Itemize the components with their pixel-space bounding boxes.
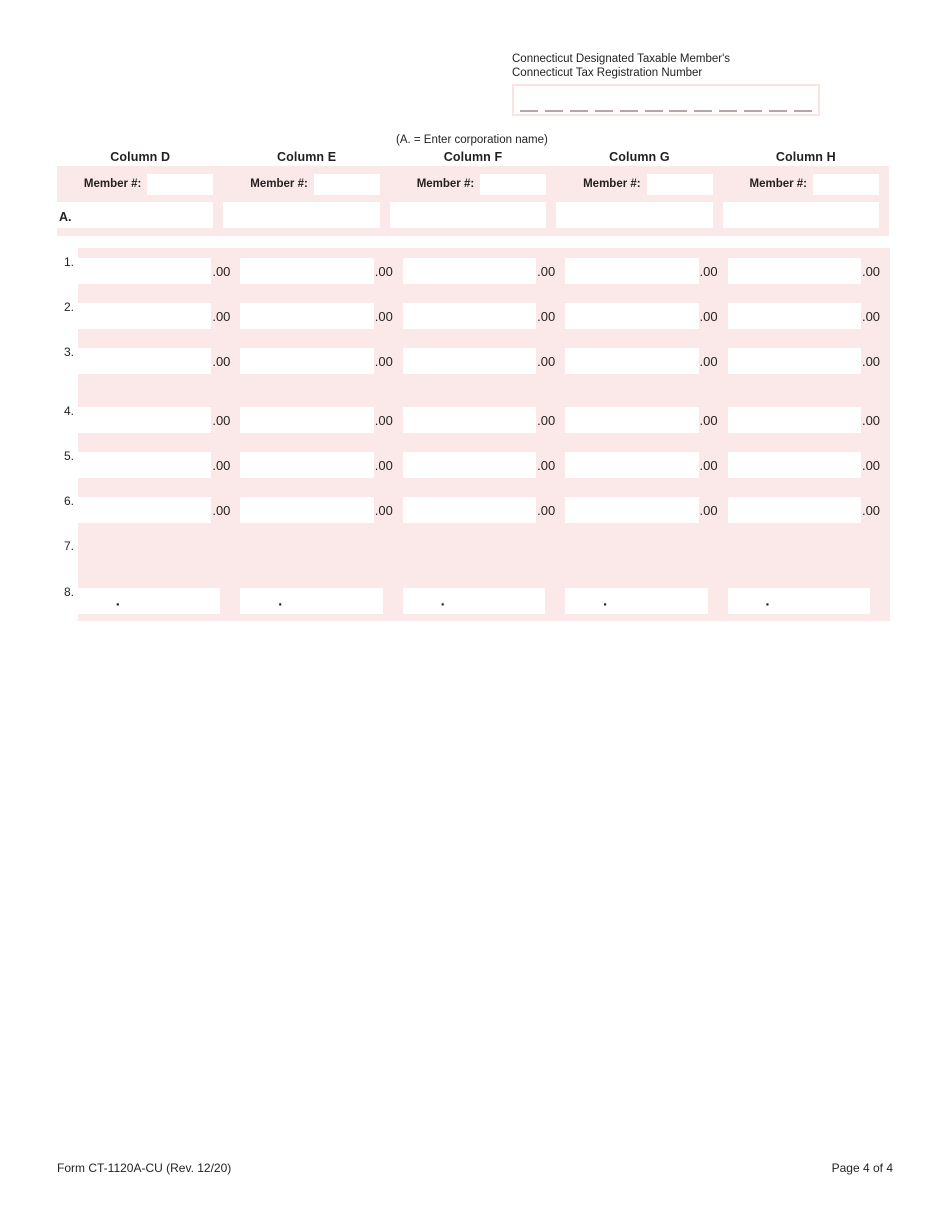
amount-cell-6-d [78,497,240,523]
registration-digit-dash [669,110,687,112]
member-number-row [57,166,889,202]
amount-input-2-e[interactable] [240,303,373,329]
amount-cell-2-g [565,303,727,329]
amount-input-4-e[interactable] [240,407,373,433]
row-number-2: 2. [63,300,74,314]
corporation-name-input-f[interactable] [390,202,546,228]
amount-cell-3-e [240,348,402,374]
amount-cell-1-d [78,258,240,284]
amounts-table [78,248,890,621]
member-number-label: Member #: [83,178,142,190]
amount-input-4-f[interactable] [403,407,536,433]
decimal-cell-8-e [240,588,402,614]
amount-input-1-f[interactable] [403,258,536,284]
amount-cell-6-e [240,497,402,523]
amount-cell-2-h [728,303,890,329]
member-number-cell-h [723,174,889,195]
row-number-8: 8. [63,585,74,599]
registration-number-input[interactable] [512,84,820,116]
amount-cell-2-f [403,303,565,329]
column-title-g: Column G [609,150,670,164]
registration-digit-dash [620,110,638,112]
amount-cell-1-h [728,258,890,284]
amount-row-1 [78,258,890,284]
corporation-name-cell-f [390,202,556,228]
amount-input-2-f[interactable] [403,303,536,329]
decimal-cell-8-h [728,588,890,614]
amount-input-6-h[interactable] [728,497,861,523]
registration-digit-dash [570,110,588,112]
amount-cell-3-h [728,348,890,374]
member-number-cell-e [223,174,389,195]
decimal-point-mark: . [765,592,770,610]
decimal-input-8-e[interactable] [240,588,382,614]
decimal-cell-8-f [403,588,565,614]
row-number-6: 6. [63,494,74,508]
amount-input-6-g[interactable] [565,497,698,523]
amount-input-3-f[interactable] [403,348,536,374]
registration-number-block [512,53,842,116]
amount-cell-6-f [403,497,565,523]
amount-row-5 [78,452,890,478]
column-title-d: Column D [110,150,171,164]
amount-cell-2-e [240,303,402,329]
member-number-cell-f [390,174,556,195]
row-marker-a: A. [59,210,72,224]
amount-cents-suffix: .00 [212,412,231,428]
amount-cell-5-d [78,452,240,478]
amount-cell-5-f [403,452,565,478]
decimal-point-mark: . [115,592,120,610]
amount-cents-suffix: .00 [537,502,556,518]
row-number-7: 7. [63,539,74,553]
amount-cents-suffix: .00 [861,412,881,428]
registration-digit-dash [719,110,737,112]
amount-input-4-h[interactable] [728,407,861,433]
member-number-label: Member #: [416,178,475,190]
amount-input-4-d[interactable] [78,407,211,433]
amount-cents-suffix: .00 [861,353,881,369]
amount-row-3 [78,348,890,374]
amount-cents-suffix: .00 [212,308,231,324]
amount-input-6-e[interactable] [240,497,373,523]
registration-number-label [512,53,842,80]
row-number-4: 4. [63,404,74,418]
registration-digit-dash [545,110,563,112]
registration-digit-dash [794,110,812,112]
corporation-name-cell-d [57,202,223,228]
amount-cell-1-e [240,258,402,284]
corporation-name-cell-g [556,202,722,228]
amount-cents-suffix: .00 [537,353,556,369]
corporation-name-input-g[interactable] [556,202,712,228]
registration-digit-dash [769,110,787,112]
amount-cents-suffix: .00 [861,308,881,324]
amount-input-5-d[interactable] [78,452,211,478]
decimal-cell-8-d [78,588,240,614]
member-number-input-d[interactable] [147,174,213,195]
member-number-input-h[interactable] [813,174,879,195]
corporation-name-cell-h [723,202,889,228]
amount-input-3-h[interactable] [728,348,861,374]
amount-input-2-h[interactable] [728,303,861,329]
member-number-cell-d [57,174,223,195]
amount-cents-suffix: .00 [537,263,556,279]
amount-row-6 [78,497,890,523]
amount-cents-suffix: .00 [699,353,718,369]
corporation-name-input-d[interactable] [57,202,213,228]
amount-cell-5-e [240,452,402,478]
column-title-h: Column H [775,150,836,164]
amount-input-1-h[interactable] [728,258,861,284]
amount-cell-2-d [78,303,240,329]
row-number-5: 5. [63,449,74,463]
amount-cents-suffix: .00 [212,263,231,279]
registration-number-label-line1: Connecticut Designated Taxable Member's [512,53,731,65]
amount-cell-4-e [240,407,402,433]
amount-input-3-g[interactable] [565,348,698,374]
registration-digit-dash [520,110,538,112]
amount-cell-3-g [565,348,727,374]
registration-number-label-line2: Connecticut Tax Registration Number [512,66,703,79]
amount-cell-4-f [403,407,565,433]
corporation-name-row [57,202,889,236]
amount-input-2-g[interactable] [565,303,698,329]
amount-cents-suffix: .00 [699,457,718,473]
amount-input-6-f[interactable] [403,497,536,523]
column-title-f: Column F [443,150,503,164]
amount-cents-suffix: .00 [861,457,881,473]
amount-cents-suffix: .00 [374,353,393,369]
amount-cents-suffix: .00 [374,263,393,279]
amount-cents-suffix: .00 [861,263,881,279]
amount-cents-suffix: .00 [537,412,556,428]
amount-cell-4-h [728,407,890,433]
decimal-point-mark: . [278,592,283,610]
decimal-input-8-d[interactable] [78,588,220,614]
amount-cell-3-d [78,348,240,374]
row-number-3: 3. [63,345,74,359]
decimal-cell-8-g [565,588,727,614]
amount-cents-suffix: .00 [699,263,718,279]
amount-input-1-g[interactable] [565,258,698,284]
member-number-label: Member #: [583,178,641,190]
amount-cell-1-f [403,258,565,284]
amount-input-3-e[interactable] [240,348,373,374]
amount-cell-1-g [565,258,727,284]
amount-cents-suffix: .00 [537,457,556,473]
member-header-table [57,166,889,236]
amount-cents-suffix: .00 [374,412,393,428]
amount-input-1-d[interactable] [78,258,211,284]
amount-cents-suffix: .00 [374,457,393,473]
decimal-input-8-f[interactable] [403,588,545,614]
amount-input-1-e[interactable] [240,258,373,284]
member-number-label: Member #: [250,178,308,190]
amount-input-5-h[interactable] [728,452,861,478]
member-number-label: Member #: [749,178,808,190]
decimal-input-8-h[interactable] [728,588,870,614]
amount-input-5-e[interactable] [240,452,373,478]
amount-cents-suffix: .00 [374,308,393,324]
amount-input-6-d[interactable] [78,497,211,523]
amount-row-8 [78,588,890,614]
column-title-e: Column E [277,150,337,164]
amount-cents-suffix: .00 [861,502,881,518]
member-number-cell-g [556,174,722,195]
decimal-input-8-g[interactable] [565,588,707,614]
amount-cell-6-g [565,497,727,523]
amount-cents-suffix: .00 [374,502,393,518]
corporation-name-note: (A. = Enter corporation name) [396,134,548,146]
amount-cell-4-d [78,407,240,433]
member-number-input-e[interactable] [314,174,380,195]
amount-cents-suffix: .00 [699,502,718,518]
amount-input-2-d[interactable] [78,303,211,329]
row-number-1: 1. [63,255,74,269]
amount-cell-4-g [565,407,727,433]
registration-digit-dash [645,110,663,112]
corporation-name-input-h[interactable] [723,202,879,228]
footer-page-number: Page 4 of 4 [831,1161,893,1175]
amount-cents-suffix: .00 [699,412,718,428]
column-titles-row [57,150,889,164]
amount-cell-5-g [565,452,727,478]
amount-cents-suffix: .00 [699,308,718,324]
corporation-name-input-e[interactable] [223,202,379,228]
corporation-name-cell-e [223,202,389,228]
amount-cents-suffix: .00 [212,457,231,473]
amount-input-5-g[interactable] [565,452,698,478]
amount-input-3-d[interactable] [78,348,211,374]
amount-cents-suffix: .00 [212,502,231,518]
amount-cell-3-f [403,348,565,374]
decimal-point-mark: . [602,592,608,610]
member-number-input-g[interactable] [647,174,713,195]
decimal-point-mark: . [440,592,445,610]
footer-form-id: Form CT-1120A-CU (Rev. 12/20) [57,1161,232,1175]
amount-row-2 [78,303,890,329]
amount-row-4 [78,407,890,433]
amount-cents-suffix: .00 [212,353,231,369]
amount-input-4-g[interactable] [565,407,698,433]
registration-digit-dash [744,110,762,112]
amount-cell-5-h [728,452,890,478]
amount-cents-suffix: .00 [537,308,556,324]
registration-digit-dash [694,110,712,112]
amount-input-5-f[interactable] [403,452,536,478]
registration-number-digit-dashes [520,110,812,116]
amount-cell-6-h [728,497,890,523]
registration-digit-dash [595,110,613,112]
member-number-input-f[interactable] [480,174,546,195]
